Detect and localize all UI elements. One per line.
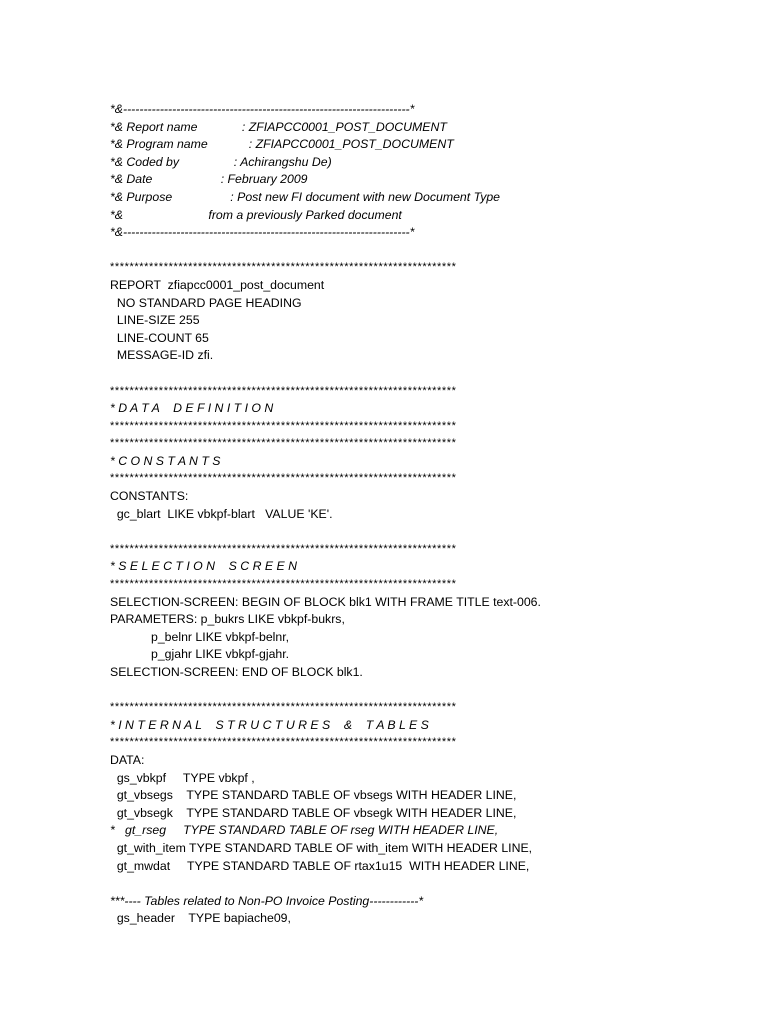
code-line: NO STANDARD PAGE HEADING [110, 295, 302, 310]
code-line: *& Coded by : Achirangshu De) [110, 154, 332, 169]
code-line: * I N T E R N A L S T R U C T U R E S & T A B L E S [110, 717, 429, 732]
separator-line: *********************************************************************** [110, 437, 457, 450]
code-line: LINE-SIZE 255 [110, 313, 200, 328]
blank-line [110, 523, 750, 541]
code-line: gt_mwdat TYPE STANDARD TABLE OF rtax1u15 WITH HEADER LINE, [110, 858, 530, 873]
code-document [110, 101, 750, 928]
code-line: *& Report name : ZFIAPCC0001_POST_DOCUMENT [110, 119, 447, 134]
separator-line: *********************************************************************** [110, 419, 457, 432]
code-line: SELECTION-SCREEN: END OF BLOCK blk1. [110, 665, 363, 679]
code-line: * C O N S T A N T S [110, 453, 221, 468]
code-line: p_gjahr LIKE vbkpf-gjahr. [110, 647, 290, 662]
separator-line: *********************************************************************** [110, 472, 457, 485]
code-line: *&----------------------------------------------------------------------* [110, 225, 415, 240]
code-line: gs_vbkpf TYPE vbkpf , [110, 770, 255, 785]
code-line: CONSTANTS: [110, 489, 189, 504]
code-line: *& from a previously Parked document [110, 207, 402, 222]
separator-line: *********************************************************************** [110, 701, 457, 714]
code-line: PARAMETERS: p_bukrs LIKE vbkpf-bukrs, [110, 612, 345, 627]
code-line: * S E L E C T I O N S C R E E N [110, 559, 298, 574]
code-line: *&----------------------------------------------------------------------* [110, 102, 415, 116]
separator-line: *********************************************************************** [110, 736, 457, 749]
code-line: gc_blart LIKE vbkpf-blart VALUE 'KE'. [110, 506, 333, 521]
blank-line [110, 682, 750, 700]
code-line: REPORT zfiapcc0001_post_document [110, 277, 325, 292]
code-line: *& Program name : ZFIAPCC0001_POST_DOCUMENT [110, 137, 454, 152]
code-line: * D A T A D E F I N I T I O N [110, 401, 274, 416]
separator-line: *********************************************************************** [110, 578, 457, 591]
code-line: *& Date : February 2009 [110, 172, 308, 187]
code-line: * gt_rseg TYPE STANDARD TABLE OF rseg WITH HEADER LINE, [110, 823, 499, 838]
code-line: gs_header TYPE bapiache09, [110, 911, 291, 926]
code-line: p_belnr LIKE vbkpf-belnr, [110, 629, 290, 644]
code-line: SELECTION-SCREEN: BEGIN OF BLOCK blk1 WITH FRAME TITLE text-006. [110, 594, 541, 609]
separator-line: *********************************************************************** [110, 384, 457, 397]
code-line: MESSAGE-ID zfi. [110, 348, 214, 363]
code-line: gt_vbsegs TYPE STANDARD TABLE OF vbsegs WITH HEADER LINE, [110, 788, 517, 803]
code-line: ***---- Tables related to Non-PO Invoice Posting------------* [110, 893, 424, 908]
code-line: gt_with_item TYPE STANDARD TABLE OF with_item WITH HEADER LINE, [110, 840, 533, 855]
separator-line: *********************************************************************** [110, 542, 457, 555]
code-line: DATA: [110, 752, 145, 767]
code-line: *& Purpose : Post new FI document with new Document Type [110, 189, 501, 204]
code-line: gt_vbsegk TYPE STANDARD TABLE OF vbsegk WITH HEADER LINE, [110, 805, 517, 820]
separator-line: *********************************************************************** [110, 261, 457, 274]
blank-line [110, 242, 750, 260]
blank-line [110, 365, 750, 383]
blank-line [110, 875, 750, 893]
code-line: LINE-COUNT 65 [110, 330, 209, 345]
